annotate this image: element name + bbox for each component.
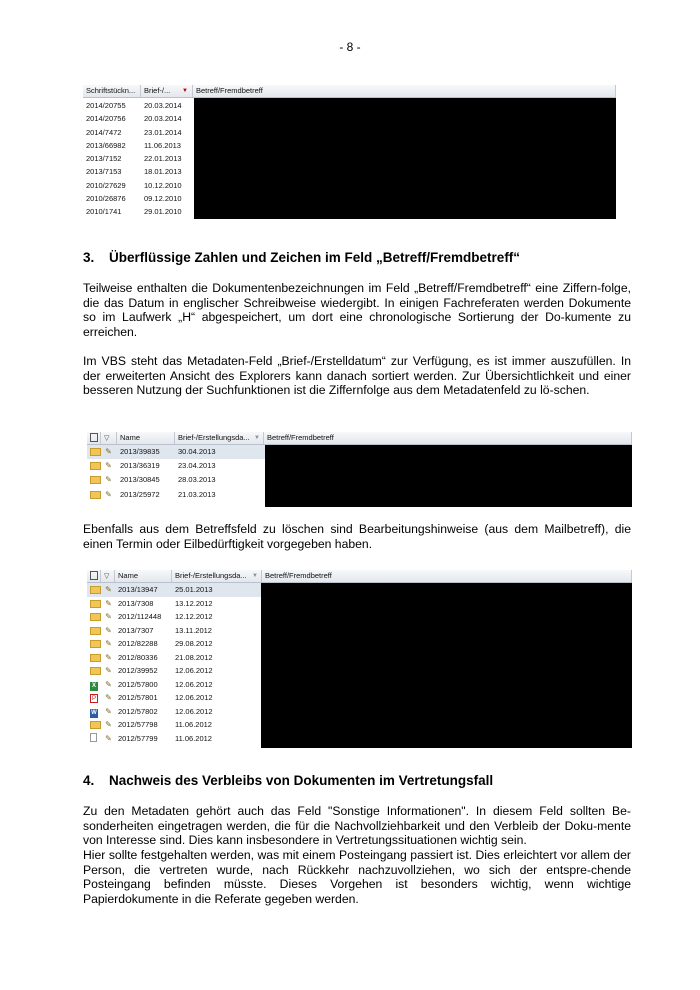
table-row[interactable]: [87, 691, 262, 705]
folder-icon: [90, 462, 101, 470]
table2-rows: [87, 445, 265, 502]
document-number-cell: 2013/66982: [86, 140, 126, 150]
type-icon-cell: [87, 705, 101, 719]
date-cell: 23.01.2014: [144, 127, 182, 137]
table-row[interactable]: [87, 610, 262, 624]
name-cell: 2013/7308: [118, 598, 154, 608]
page-number: - 8 -: [339, 40, 361, 54]
table-row[interactable]: [87, 678, 262, 692]
column-header-betreff[interactable]: Betreff/Fremdbetreff: [262, 570, 632, 582]
signature-icon: ✎: [105, 447, 112, 456]
date-cell: 11.06.2012: [175, 720, 212, 729]
redacted-block: [265, 445, 632, 507]
document-number-cell: 2014/20756: [86, 114, 126, 124]
document-number-cell: 2014/20755: [86, 101, 126, 110]
table-row[interactable]: [83, 205, 193, 218]
date-cell: 18.01.2013: [144, 167, 182, 177]
table-row[interactable]: [87, 651, 262, 665]
column-header-filter[interactable]: [101, 432, 117, 444]
name-cell: 2012/57798: [118, 720, 158, 729]
table-row[interactable]: [87, 459, 265, 473]
signature-icon-cell: [101, 624, 115, 638]
name-cell: 2013/13947: [118, 585, 158, 594]
column-header-date[interactable]: Brief-/Erstellungsda... ▼: [175, 432, 264, 444]
signature-icon-cell: [101, 473, 117, 487]
table-row[interactable]: [87, 624, 262, 638]
date-cell: 13.11.2012: [175, 625, 212, 635]
folder-icon: [90, 491, 101, 499]
name-cell: 2012/57802: [118, 706, 158, 716]
section4-paragraph-1: Zu den Metadaten gehört auch das Feld "Sonstige Informationen". In diesem Feld sollten Be-sonderheiten eingetragen werden, die für die Nachvollziehbarkeit und den Verbleib der Doku-mente von Interesse sind. Dies kann insbesondere in Vertretungssituationen wichtig sein.: [83, 804, 631, 848]
table-row[interactable]: [83, 192, 193, 205]
table-row[interactable]: [83, 165, 193, 178]
filter-icon: ▽: [104, 435, 110, 442]
type-icon-cell: [87, 459, 101, 473]
folder-icon: [90, 627, 101, 635]
date-cell: 22.01.2013: [144, 154, 182, 164]
folder-icon: [90, 586, 101, 594]
pdf-file-icon: P: [91, 696, 96, 702]
signature-icon-cell: [101, 718, 115, 732]
signature-icon: ✎: [105, 639, 112, 648]
table-row[interactable]: [87, 597, 262, 611]
date-cell: 11.06.2013: [144, 140, 181, 150]
table-row[interactable]: [87, 732, 262, 746]
name-cell: 2012/57801: [118, 693, 158, 702]
signature-icon: ✎: [105, 489, 112, 499]
table-row[interactable]: [83, 152, 193, 165]
date-cell: 10.12.2010: [144, 180, 182, 190]
table2-header: [87, 432, 632, 445]
folder-icon: [90, 476, 101, 484]
folder-icon: [90, 640, 101, 648]
signature-icon: ✎: [105, 585, 112, 594]
name-cell: 2013/36319: [120, 461, 160, 471]
document-number-cell: 2013/7152: [86, 154, 122, 164]
table3-header: [87, 570, 632, 583]
name-cell: 2012/80336: [118, 652, 158, 662]
date-cell: 20.03.2014: [144, 114, 182, 124]
signature-icon: ✎: [105, 720, 112, 729]
name-cell: 2012/112448: [118, 612, 162, 621]
name-cell: 2013/7307: [118, 625, 154, 635]
date-cell: 29.08.2012: [175, 639, 213, 648]
type-icon-cell: [87, 664, 101, 678]
type-icon-cell: [87, 651, 101, 665]
section3-paragraph-1: Teilweise enthalten die Dokumentenbezeichnungen im Feld „Betreff/Fremdbetreff“ eine Ziffern-folge, die das Datum in englischer Schreibweise wiedergibt. In einigen Fachreferaten werden Dokumente so im Laufwerk „H“ abgespeichert, um dort eine chronologische Sortierung der Do-kumente zu erreichen.: [83, 281, 631, 339]
table-row[interactable]: [87, 664, 262, 678]
document-icon: [90, 571, 98, 580]
signature-icon-cell: [101, 445, 117, 459]
section3-paragraph-2: Im VBS steht das Metadaten-Feld „Brief-/Erstelldatum“ zur Verfügung, es ist immer auszufüllen. In der erweiterten Ansicht des Explorers kann danach sortiert werden. Zur Übersichtlichkeit und einer besseren Nutzung der Suchfunktionen ist die Ziffernfolge aus dem Metadatenfeld zu lö-schen.: [83, 354, 631, 398]
section4-heading: 4. Nachweis des Verbleibs von Dokumenten im Vertretungsfall: [83, 773, 494, 788]
signature-icon-cell: [101, 732, 115, 746]
column-header-date[interactable]: Brief-/Erstellungsda... ▼: [172, 570, 262, 582]
signature-icon-cell: [101, 459, 117, 473]
date-cell: 12.12.2012: [175, 612, 213, 621]
column-header-name[interactable]: Name: [117, 432, 175, 444]
type-icon-cell: [87, 718, 101, 732]
signature-icon-cell: [101, 691, 115, 705]
signature-icon: ✎: [105, 693, 112, 702]
date-cell: 29.01.2010: [144, 207, 182, 217]
signature-icon-cell: [101, 678, 115, 692]
table-row[interactable]: [87, 488, 265, 502]
table-row[interactable]: [87, 445, 265, 459]
table1-rows: [83, 99, 193, 219]
word-file-icon: W: [91, 709, 97, 716]
date-cell: 12.06.2012: [175, 693, 213, 702]
date-cell: 20.03.2014: [144, 101, 182, 110]
date-cell: 12.06.2012: [175, 706, 213, 716]
type-icon-cell: [87, 732, 101, 746]
folder-icon: [90, 448, 101, 456]
filter-icon: ▽: [104, 573, 110, 580]
type-icon-cell: [87, 445, 101, 459]
folder-icon: [90, 721, 101, 729]
date-cell: 28.03.2013: [178, 475, 216, 485]
signature-icon: ✎: [105, 461, 112, 471]
type-icon-cell: [87, 597, 101, 611]
signature-icon-cell: [101, 583, 115, 597]
document-number-cell: 2010/27629: [86, 180, 126, 190]
date-cell: 25.01.2013: [175, 585, 213, 594]
name-cell: 2012/82288: [118, 639, 158, 648]
signature-icon-cell: [101, 705, 115, 719]
column-header-schriftstueck[interactable]: Schriftstückn...: [83, 85, 141, 97]
date-cell: 09.12.2010: [144, 194, 182, 204]
table-row[interactable]: [83, 139, 193, 152]
column-header-name[interactable]: Name: [115, 570, 172, 582]
document-number-cell: 2010/1741: [86, 207, 122, 217]
table1-header: [83, 85, 616, 98]
column-header-filter[interactable]: [101, 570, 115, 582]
folder-icon: [90, 667, 101, 675]
section3-heading: 3. Überflüssige Zahlen und Zeichen im Feld „Betreff/Fremdbetreff“: [83, 250, 521, 265]
name-cell: 2012/57800: [118, 679, 158, 689]
redacted-block: [194, 98, 616, 219]
signature-icon: ✎: [105, 598, 112, 608]
table3-screenshot: [87, 570, 632, 748]
signature-icon-cell: [101, 637, 115, 651]
column-header-betreff[interactable]: Betreff/Fremdbetreff: [264, 432, 632, 444]
table-row[interactable]: [87, 705, 262, 719]
document-icon: [90, 433, 98, 442]
document-number-cell: 2013/7153: [86, 167, 122, 177]
date-cell: 13.12.2012: [175, 598, 213, 608]
date-cell: 21.08.2012: [175, 652, 213, 662]
section3-paragraph-3: Ebenfalls aus dem Betreffsfeld zu löschen sind Bearbeitungshinweise (aus dem Mailbetreff), die einen Termin oder Eilbedürftigkeit vorgegeben haben.: [83, 522, 631, 551]
table-row[interactable]: [87, 583, 262, 597]
table-row[interactable]: [87, 718, 262, 732]
signature-icon: ✎: [105, 475, 112, 485]
type-icon-cell: [87, 488, 101, 502]
sort-desc-icon: ▼: [182, 88, 188, 94]
chevron-down-icon: ▼: [252, 573, 258, 579]
date-cell: 11.06.2012: [175, 733, 212, 743]
name-cell: 2013/25972: [120, 489, 160, 499]
chevron-down-icon: ▼: [254, 435, 260, 441]
folder-icon: [90, 600, 101, 608]
signature-icon: ✎: [105, 679, 112, 689]
signature-icon: ✎: [105, 666, 112, 675]
column-header-type-icon[interactable]: [87, 432, 101, 444]
section4-paragraph-2: Hier sollte festgehalten werden, was mit einem Posteingang passiert ist. Dies erleichtert vor allem der Person, die vertreten wurde, nach Rückkehr nachzuvollziehen, wo sich der entspre-chende Posteingang befinden müsste. Dieses Vorgehen ist besonders wichtig, wenn wichtige Papierdokumente in die Referate gegeben werden.: [83, 848, 631, 906]
name-cell: 2013/39835: [120, 447, 160, 456]
table2-screenshot: [87, 432, 632, 507]
type-icon-cell: [87, 637, 101, 651]
date-cell: 12.06.2012: [175, 679, 213, 689]
type-icon-cell: [87, 583, 101, 597]
signature-icon: ✎: [105, 652, 112, 662]
folder-icon: [90, 654, 101, 662]
column-header-brief[interactable]: Brief-/... ▼: [141, 85, 193, 97]
folder-icon: [90, 613, 101, 621]
signature-icon: ✎: [105, 625, 112, 635]
excel-file-icon: X: [91, 682, 96, 689]
name-cell: 2012/57799: [118, 733, 158, 743]
date-cell: 21.03.2013: [178, 489, 216, 499]
table-row[interactable]: [87, 473, 265, 487]
signature-icon: ✎: [105, 612, 112, 621]
document-number-cell: 2010/26876: [86, 194, 126, 204]
signature-icon: ✎: [105, 733, 112, 743]
signature-icon-cell: [101, 488, 117, 502]
signature-icon-cell: [101, 664, 115, 678]
type-icon-cell: [87, 610, 101, 624]
table-row[interactable]: [83, 179, 193, 192]
column-header-betreff[interactable]: Betreff/Fremdbetreff: [193, 85, 616, 97]
type-icon-cell: [87, 624, 101, 638]
table1-screenshot: [83, 85, 616, 219]
type-icon-cell: [87, 473, 101, 487]
column-header-type-icon[interactable]: [87, 570, 101, 582]
table-row[interactable]: [83, 126, 193, 139]
blank-file-icon: [90, 733, 97, 742]
signature-icon: ✎: [105, 706, 112, 716]
table3-rows: [87, 583, 262, 745]
table-row[interactable]: [87, 637, 262, 651]
signature-icon-cell: [101, 651, 115, 665]
date-cell: 12.06.2012: [175, 666, 213, 675]
type-icon-cell: [87, 691, 101, 705]
date-cell: 30.04.2013: [178, 447, 216, 456]
signature-icon-cell: [101, 597, 115, 611]
name-cell: 2013/30845: [120, 475, 160, 485]
name-cell: 2012/39952: [118, 666, 158, 675]
type-icon-cell: [87, 678, 101, 692]
redacted-block: [261, 583, 632, 748]
table-row[interactable]: [83, 99, 193, 112]
date-cell: 23.04.2013: [178, 461, 216, 471]
signature-icon-cell: [101, 610, 115, 624]
document-number-cell: 2014/7472: [86, 127, 122, 137]
table-row[interactable]: [83, 112, 193, 125]
